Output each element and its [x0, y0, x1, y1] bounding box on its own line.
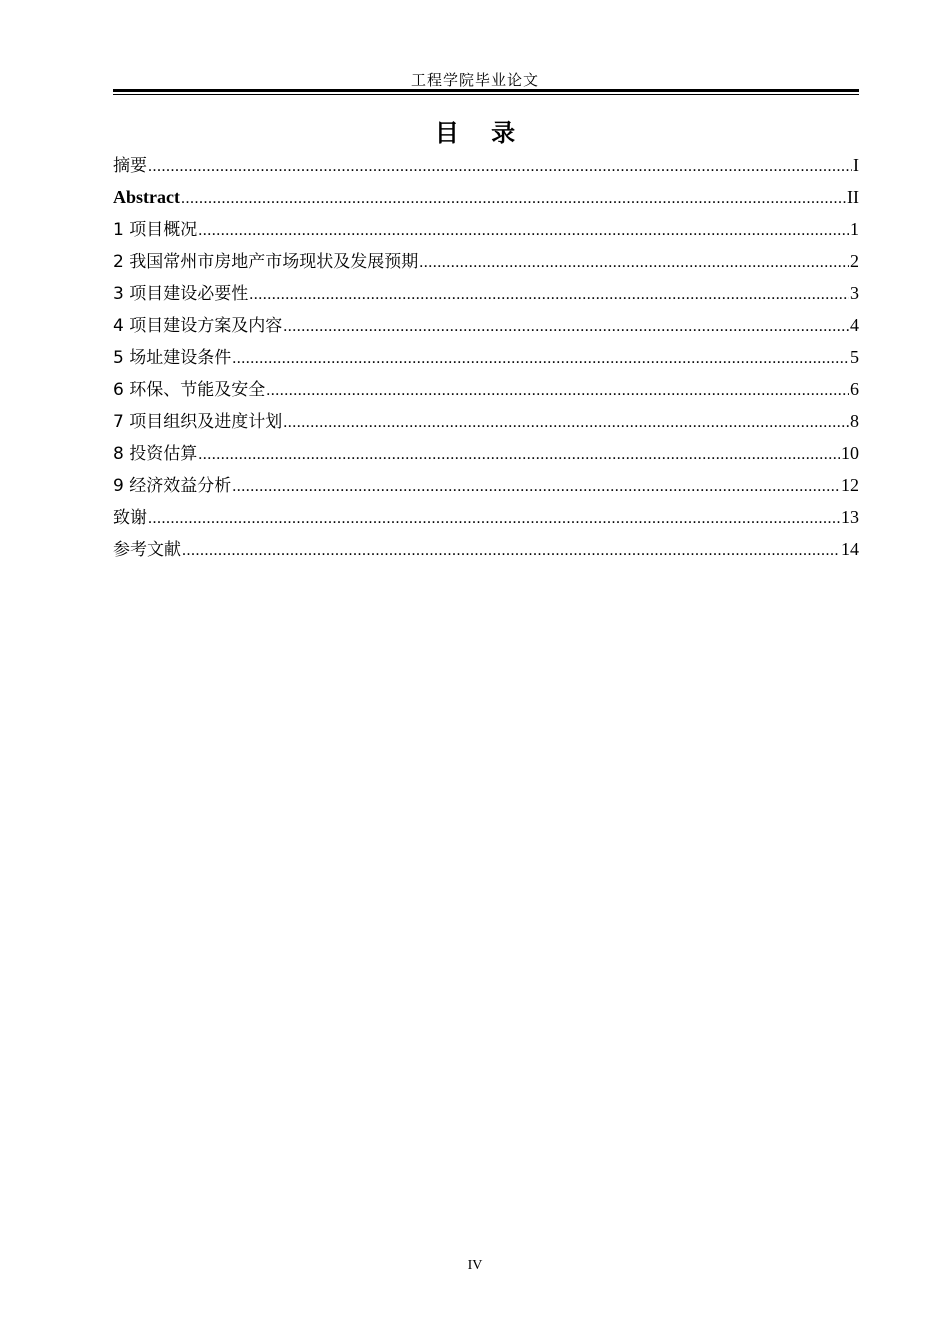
toc-entry-chapter-8[interactable]: [113, 437, 859, 469]
toc-entry-title: 参考文献: [113, 540, 181, 560]
toc-entry-page: 14: [841, 539, 859, 559]
toc-entry-page: 13: [841, 507, 859, 527]
toc-leader-dots: [181, 183, 846, 213]
toc-entry-title: 4 项目建设方案及内容: [113, 316, 283, 336]
toc-leader-dots: [148, 151, 852, 181]
toc-entry-title: 1 项目概况: [113, 220, 198, 240]
toc-entry-title: 7 项目组织及进度计划: [113, 412, 283, 432]
toc-entry-title: 2 我国常州市房地产市场现状及发展预期: [113, 252, 419, 272]
page-number: IV: [467, 1258, 483, 1273]
toc-entry-chapter-5[interactable]: [113, 341, 859, 373]
toc-entry-title: 8 投资估算: [113, 444, 198, 464]
table-of-contents: [113, 149, 859, 565]
toc-entry-title: 6 环保、节能及安全: [113, 380, 266, 400]
toc-entry-page: 5: [850, 347, 859, 367]
toc-entry-title: 摘要: [113, 156, 147, 176]
toc-entry-page: 6: [850, 379, 859, 399]
toc-leader-dots: [419, 247, 849, 277]
toc-entry-title: 9 经济效益分析: [113, 476, 232, 496]
toc-entry-chapter-4[interactable]: [113, 309, 859, 341]
toc-entry-chapter-3[interactable]: [113, 277, 859, 309]
toc-entry-chapter-2[interactable]: [113, 245, 859, 277]
toc-entry-page: 10: [841, 443, 859, 463]
toc-entry-page: I: [853, 155, 859, 175]
toc-title: 目 录: [434, 119, 528, 147]
toc-leader-dots: [148, 503, 840, 533]
toc-entry-acknowledgements[interactable]: [113, 501, 859, 533]
toc-entry-title: 3 项目建设必要性: [113, 284, 249, 304]
toc-leader-dots: [266, 375, 849, 405]
toc-entry-title: 5 场址建设条件: [113, 348, 232, 368]
toc-leader-dots: [198, 215, 849, 245]
toc-entry-chapter-6[interactable]: [113, 373, 859, 405]
toc-leader-dots: [249, 279, 849, 309]
toc-entry-abstract-en[interactable]: [113, 181, 859, 213]
header-divider: [113, 89, 859, 95]
toc-entry-page: 8: [850, 411, 859, 431]
toc-leader-dots: [232, 343, 849, 373]
toc-entry-page: 4: [850, 315, 859, 335]
toc-entry-page: 3: [850, 283, 859, 303]
toc-entry-chapter-7[interactable]: [113, 405, 859, 437]
toc-leader-dots: [198, 439, 840, 469]
toc-entry-abstract-cn[interactable]: [113, 149, 859, 181]
toc-entry-page: 1: [850, 219, 859, 239]
toc-leader-dots: [232, 471, 840, 501]
toc-entry-chapter-1[interactable]: [113, 213, 859, 245]
toc-entry-references[interactable]: [113, 533, 859, 565]
toc-leader-dots: [283, 407, 849, 437]
toc-entry-chapter-9[interactable]: [113, 469, 859, 501]
toc-leader-dots: [182, 535, 840, 565]
toc-entry-title: Abstract: [113, 187, 180, 207]
running-header: 工程学院毕业论文: [410, 71, 539, 89]
toc-entry-page: 12: [841, 475, 859, 495]
toc-entry-page: 2: [850, 251, 859, 271]
toc-entry-title: 致谢: [113, 508, 147, 528]
toc-leader-dots: [283, 311, 849, 341]
toc-entry-page: II: [847, 187, 859, 207]
